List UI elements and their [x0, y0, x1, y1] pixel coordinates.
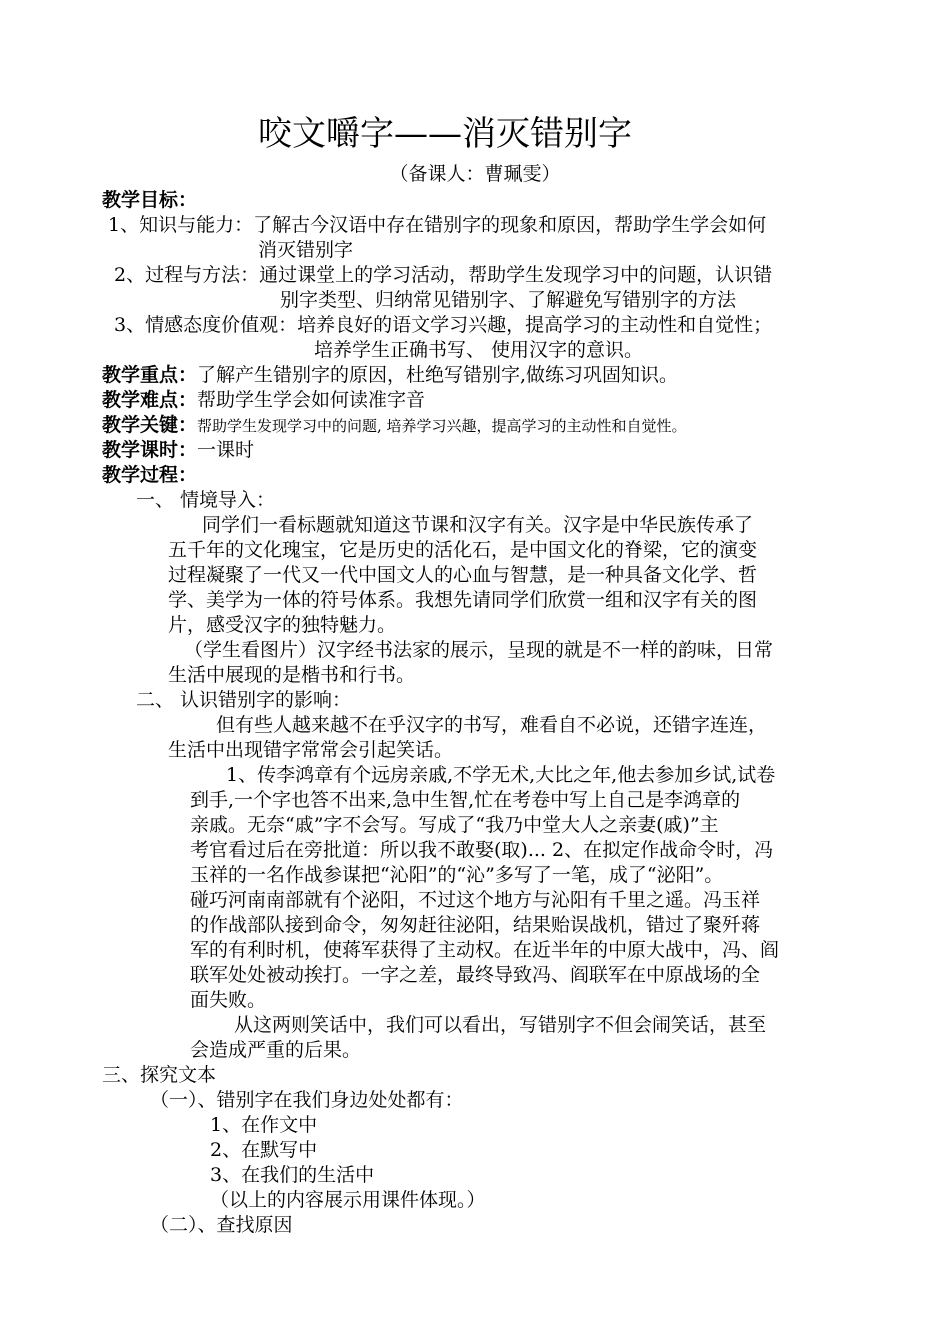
key-point-label: 教学重点：: [102, 364, 198, 386]
objective-3-line-2: 培养学生正确书写、 使用汉字的意识。: [314, 339, 644, 361]
section-3-subheading-2: （二）、查找原因: [150, 1214, 293, 1236]
hours-row: [102, 438, 254, 462]
section-1-paragraph-1-line-5: 片，感受汉字的独特魅力。: [168, 614, 397, 636]
section-3-note: （以上的内容展示用课件体现。）: [210, 1189, 486, 1211]
section-2-conclusion-line-1: 从这两则笑话中，我们可以看出，写错别字不但会闹笑话，甚至: [234, 1014, 767, 1036]
section-2-story-line-8: 军的有利时机，使蒋军获得了主动权。在近半年的中原大战中，冯、阎: [190, 939, 780, 961]
section-1-paragraph-1-line-1: 同学们一看标题就知道这节课和汉字有关。汉字是中华民族传承了: [202, 514, 754, 536]
section-1-paragraph-2-line-1: （学生看图片）汉字经书法家的展示，呈现的就是不一样的韵味，日常: [184, 639, 774, 661]
objectives-heading: 教学目标：: [102, 189, 198, 211]
section-2-story-line-1: 1、传李鸿章有个远房亲戚,不学无术,大比之年,他去参加乡试,试卷: [226, 764, 776, 786]
objective-2-line-1: 2、过程与方法：通过课堂上的学习活动，帮助学生发现学习中的问题，认识错: [114, 264, 773, 286]
section-2-story-line-9: 联军处处被动挨打。一字之差，最终导致冯、阎联军在中原战场的全: [190, 964, 761, 986]
hours-label: 教学课时：: [102, 439, 198, 461]
crux-text: 帮助学生发现学习中的问题, 培养学习兴趣，提高学习的主动性和自觉性。: [197, 417, 687, 435]
key-point-text: 了解产生错别字的原因，杜绝写错别字,做练习巩固知识。: [197, 364, 679, 386]
objective-1-line-1: 1、知识与能力：了解古今汉语中存在错别字的现象和原因，帮助学生学会如何: [108, 214, 767, 236]
page-title: 咬文嚼字——消灭错别字: [258, 114, 632, 154]
difficulty-text: 帮助学生学会如何读准字音: [197, 389, 426, 411]
difficulty-label: 教学难点：: [102, 389, 198, 411]
objective-2-line-2: 别字类型、归纳常见错别字、了解避免写错别字的方法: [280, 289, 737, 311]
hours-text: 一课时: [197, 439, 255, 461]
author-line: （备课人：曹珮雯）: [389, 163, 561, 185]
section-3-subheading-1: （一）、错别字在我们身边处处都有：: [150, 1089, 464, 1111]
section-1-paragraph-2-line-2: 生活中展现的是楷书和行书。: [168, 664, 416, 686]
section-3-heading: 三、探究文本: [102, 1064, 217, 1086]
crux-row: [102, 413, 687, 438]
key-point-row: [102, 363, 678, 387]
section-2-paragraph-1-line-1: 但有些人越来越不在乎汉字的书写，难看自不必说，还错字连连，: [216, 714, 768, 736]
section-2-story-line-10: 面失败。: [190, 989, 267, 1011]
difficulty-row: [102, 388, 425, 412]
crux-label: 教学关键：: [102, 414, 198, 436]
section-2-story-line-5: 玉祥的一名作战参谋把“沁阳”的“沁”多写了一笔，成了“泌阳”。: [190, 864, 724, 886]
process-heading: 教学过程：: [102, 464, 198, 486]
section-2-conclusion-line-2: 会造成严重的后果。: [190, 1039, 362, 1061]
section-3-item-1: 1、在作文中: [210, 1114, 318, 1136]
section-2-story-line-4: 考官看过后在旁批道：所以我不敢娶(取)... 2、在拟定作战命令时，冯: [190, 839, 774, 861]
section-2-story-line-3: 亲戚。无奈“戚”字不会写。写成了“我乃中堂大人之亲妻(戚)”主: [190, 814, 719, 836]
section-1-heading: 一、 情境导入：: [136, 489, 276, 511]
section-1-paragraph-1-line-2: 五千年的文化瑰宝，它是历史的活化石，是中国文化的脊梁，它的演变: [168, 539, 758, 561]
section-2-story-line-7: 的作战部队接到命令，匆匆赶往泌阳，结果贻误战机，错过了聚歼蒋: [190, 914, 761, 936]
section-1-paragraph-1-line-3: 过程凝聚了一代又一代中国文人的心血与智慧，是一种具备文化学、哲: [168, 564, 758, 586]
section-2-story-line-2: 到手,一个字也答不出来,急中生智,忙在考卷中写上自己是李鸿章的: [190, 789, 741, 811]
section-3-item-2: 2、在默写中: [210, 1139, 318, 1161]
section-2-paragraph-1-line-2: 生活中出现错字常常会引起笑话。: [168, 739, 454, 761]
objective-1-line-2: 消灭错别字: [258, 239, 354, 261]
section-1-paragraph-1-line-4: 学、美学为一体的符号体系。我想先请同学们欣赏一组和汉字有关的图: [168, 589, 758, 611]
section-2-story-line-6: 碰巧河南南部就有个泌阳，不过这个地方与沁阳有千里之遥。冯玉祥: [190, 889, 761, 911]
section-3-item-3: 3、在我们的生活中: [210, 1164, 375, 1186]
objective-3-line-1: 3、情感态度价值观：培养良好的语文学习兴趣，提高学习的主动性和自觉性；: [114, 314, 773, 336]
section-2-heading: 二、 认识错别字的影响：: [136, 689, 352, 711]
